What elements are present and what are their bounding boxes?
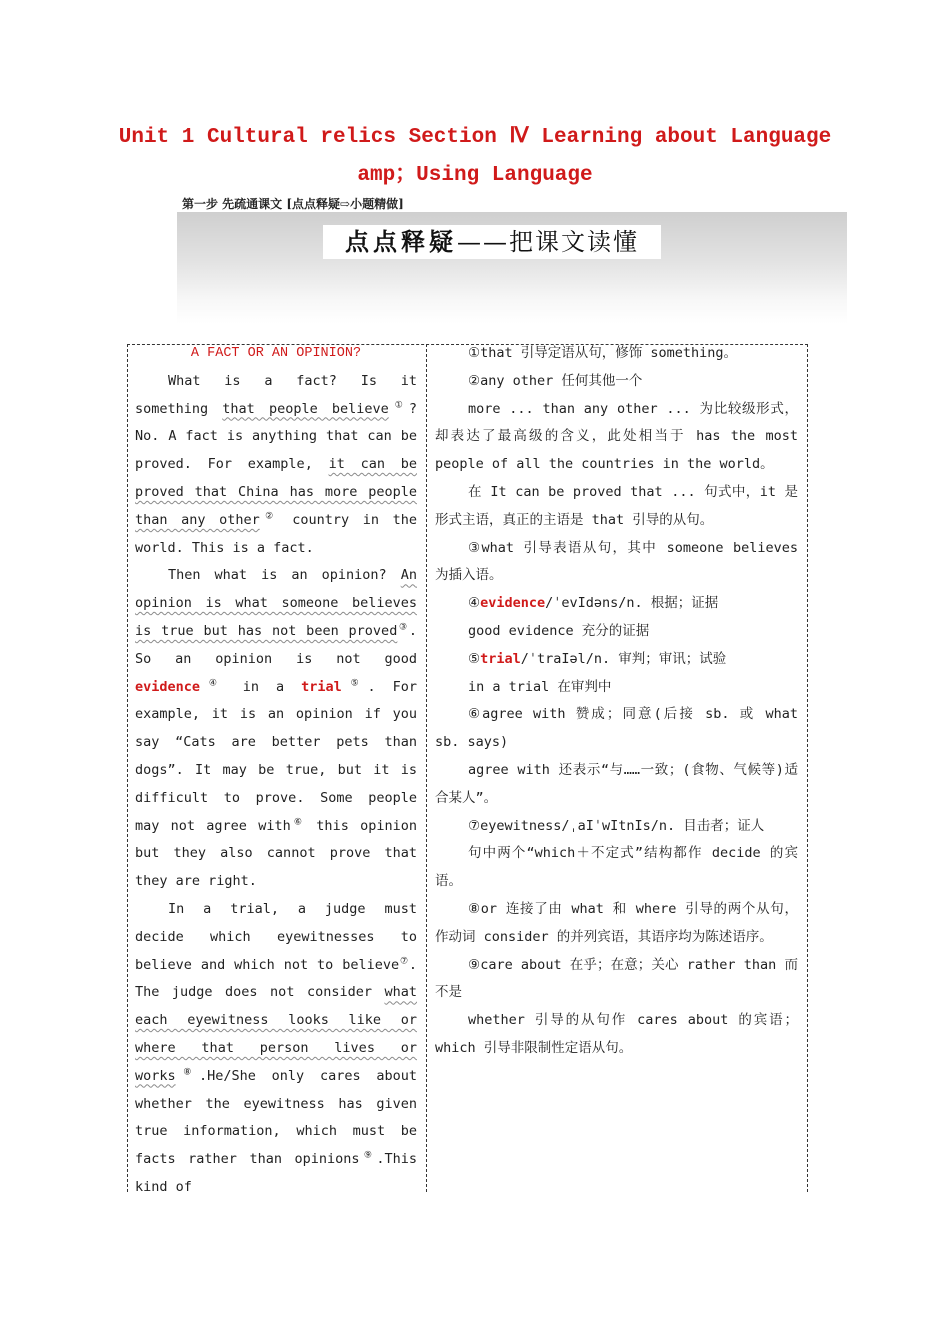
note-marker: ③ [397, 622, 409, 633]
passage-column [135, 340, 417, 1202]
note-9-extra: whether 引导的从句作 cares about 的宾语；which 引导非限制性定语从句。 [435, 1012, 798, 1056]
text: . The judge does not consider [135, 956, 417, 1001]
note-5-phrase: in a trial 在审判中 [468, 678, 612, 695]
note-number: ④ [468, 595, 481, 612]
passage-paragraph-1 [135, 368, 417, 563]
note-number: ⑤ [468, 650, 481, 667]
document-title-line1: Unit 1 Cultural relics Section Ⅳ Learning about Language [118, 126, 832, 149]
document-title-line2: amp；Using Language [357, 164, 593, 187]
passage-paragraph-2 [135, 562, 417, 896]
note-5 [435, 646, 798, 674]
note-marker: ⑨ [359, 1150, 377, 1161]
vocab-definition: /ˈevIdəns/n. 根据；证据 [545, 595, 719, 612]
banner-heading-bold: 点点释疑 [345, 227, 457, 256]
underlined-phrase: what each eyewitness looks like or where that person lives or works [135, 984, 417, 1084]
banner-heading [323, 225, 661, 259]
banner-heading-rest: ——把课文读懂 [457, 228, 639, 256]
note-6-extra: agree with 还表示“与……一致；(食物、气候等)适合某人”。 [435, 761, 798, 806]
note-9: ⑨care about 在乎；在意；关心 rather than 而不是 [435, 956, 798, 1001]
frame-right-border [807, 344, 808, 1192]
note-4 [435, 590, 798, 618]
text: . So an opinion is not good [135, 622, 417, 667]
note-marker: ① [388, 400, 409, 411]
note-marker: ⑦ [399, 956, 409, 967]
note-marker: ⑤ [341, 678, 368, 689]
vocab-definition: /ˈtraIəl/n. 审判；审讯；试验 [520, 650, 727, 667]
passage-paragraph-3 [135, 896, 417, 1202]
note-1: ①that 引导定语从句，修饰 something。 [468, 345, 738, 361]
text: .He/She only cares about whether the eyewitness has given true information, which must be facts rather than opinions [135, 1067, 417, 1168]
text: country in the world. This is a fact. [135, 511, 417, 556]
note-marker: ④ [200, 678, 226, 689]
underlined-phrase: An opinion is what someone believes is true but has not been proved [135, 567, 417, 639]
underlined-phrase: that people believe [222, 400, 389, 417]
notes-column [435, 340, 798, 1063]
text: . For example, it is an opinion if you say “Cats are better pets than dogs”. It may be true, but it is difficult to prove. Some people may not agree with [135, 678, 417, 834]
text: ? No. A fact is anything that can be proved. For example, [135, 400, 417, 473]
text: in a [225, 678, 302, 695]
passage-heading: A FACT OR AN OPINION? [190, 346, 362, 361]
note-marker: ⑥ [290, 817, 306, 828]
text: this opinion but they also cannot prove that they are right. [135, 817, 417, 890]
note-2-detail: more ... than any other ... 为比较级形式，却表达了最高级的含义，此处相当于 has the most people of all the countries in the world。 [435, 400, 798, 473]
note-2: ②any other 任何其他一个 [468, 372, 643, 389]
note-8: ⑧or 连接了由 what 和 where 引导的两个从句，作动词 consider 的并列宾语，其语序均为陈述语序。 [435, 900, 798, 945]
keyword-trial: trial [301, 678, 342, 695]
note-marker: ⑧ [175, 1067, 199, 1078]
vocab-word: trial [480, 650, 521, 667]
text: What is a fact? Is it something [135, 372, 417, 417]
text: In a trial, a judge must decide which eyewitnesses to believe and which not to believe [135, 900, 417, 973]
note-2-extra: 在 It can be proved that ... 句式中，it 是形式主语，真正的主语是 that 引导的从句。 [435, 483, 798, 528]
keyword-evidence: evidence [135, 678, 201, 695]
underlined-phrase: it can be proved that China has more people than any other [135, 456, 417, 528]
text: Then what is an opinion? [168, 567, 401, 584]
column-divider [426, 344, 427, 1192]
vocab-word: evidence [480, 595, 546, 612]
note-7: ⑦eyewitness/ˌaIˈwItnIs/n. 目击者；证人 [468, 817, 765, 834]
note-7-extra: 句中两个“which＋不定式”结构都作 decide 的宾语。 [435, 845, 798, 890]
frame-left-border [127, 344, 128, 1192]
note-marker: ② [259, 511, 279, 522]
note-3: ③what 引导表语从句，其中 someone believes 为插入语。 [435, 539, 798, 584]
text: .This kind of [135, 1151, 417, 1195]
step-label: 第一步 先疏通课文 [点点释疑⇨小题精做] [182, 197, 404, 211]
note-6: ⑥agree with 赞成；同意(后接 sb. 或 what sb. says) [435, 706, 798, 751]
note-4-phrase: good evidence 充分的证据 [468, 622, 650, 639]
